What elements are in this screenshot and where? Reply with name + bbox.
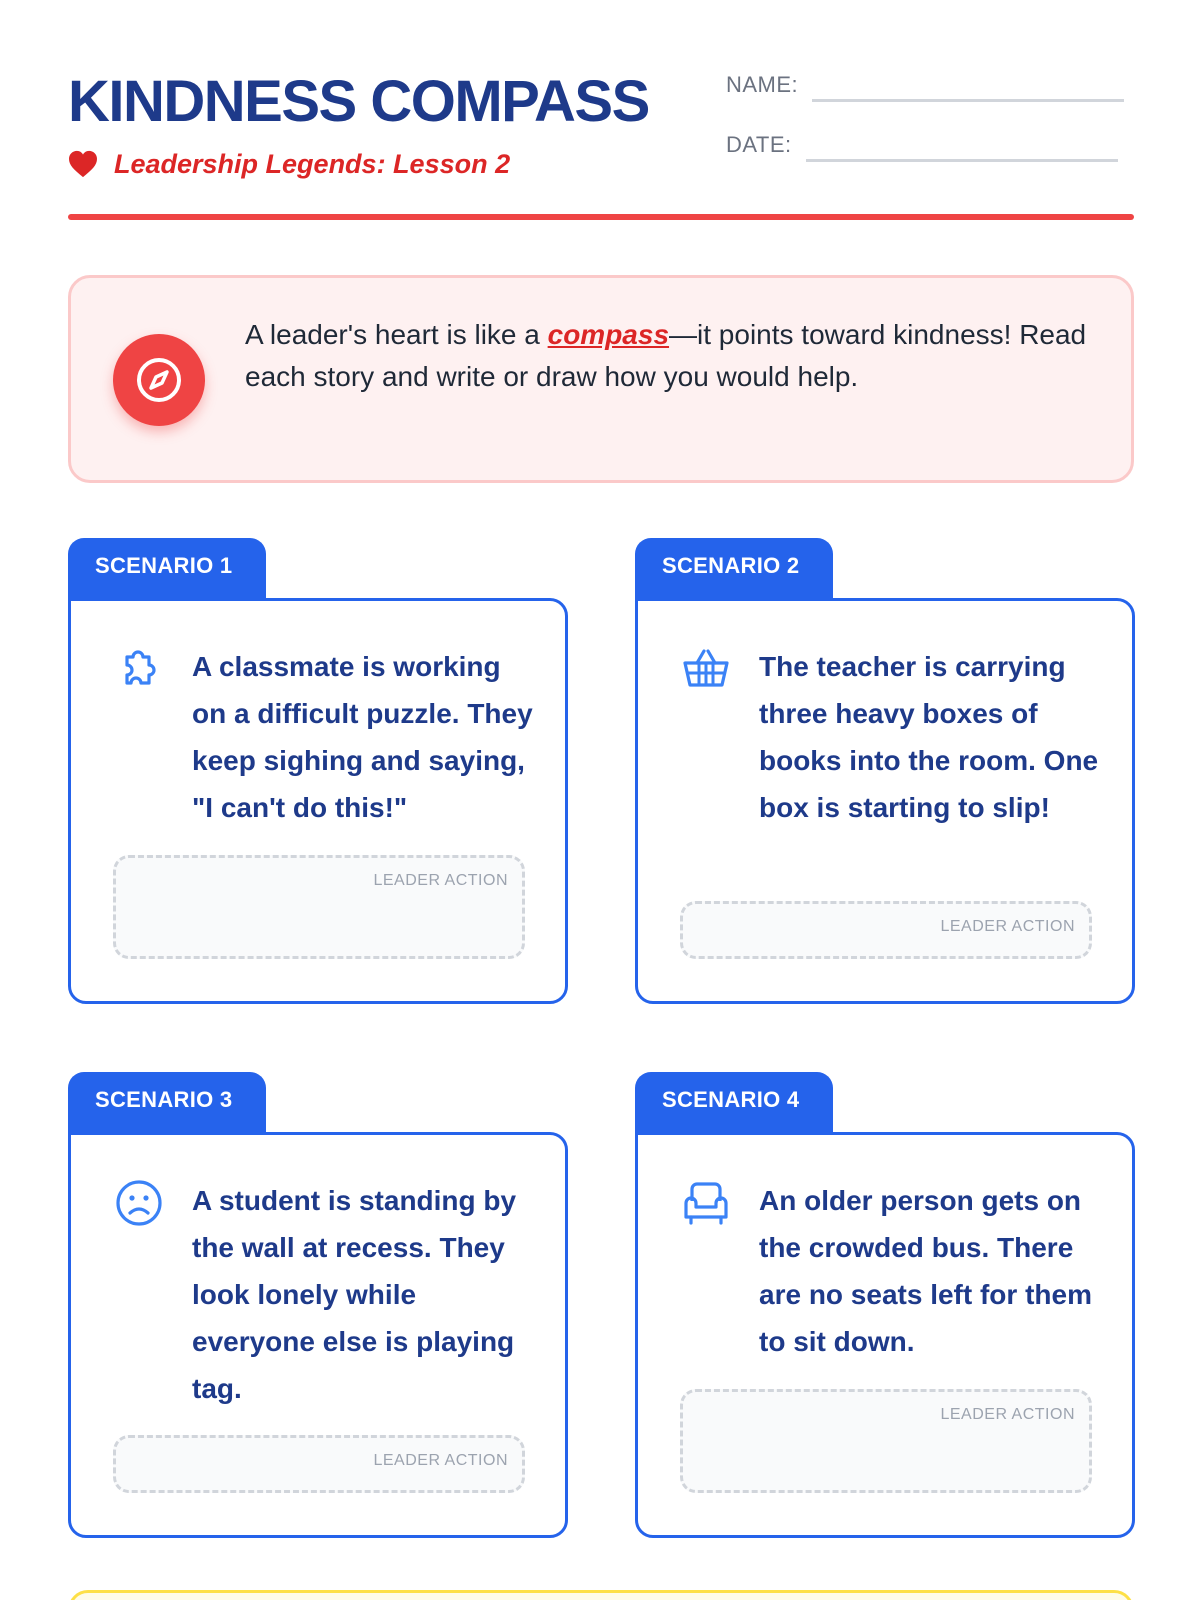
date-label: DATE: xyxy=(726,132,792,157)
date-field xyxy=(726,132,1118,158)
date-input-line[interactable] xyxy=(806,159,1118,162)
seat-icon xyxy=(680,1177,732,1229)
scenario-tab: SCENARIO 1 xyxy=(68,538,266,600)
leader-action-box[interactable] xyxy=(113,1435,525,1493)
scenario-body xyxy=(635,598,1135,1004)
intro-callout xyxy=(68,275,1134,483)
subtitle-row xyxy=(68,146,510,182)
name-input-line[interactable] xyxy=(812,99,1124,102)
scenario-body xyxy=(635,1132,1135,1538)
scenario-text: An older person gets on the crowded bus. There are no seats left for them to sit down. xyxy=(759,1185,1092,1357)
header-divider xyxy=(68,214,1134,220)
scenario-text: The teacher is carrying three heavy boxes of books into the room. One box is starting to slip! xyxy=(759,651,1099,823)
leader-action-label: LEADER ACTION xyxy=(373,1452,508,1469)
leader-action-box[interactable] xyxy=(680,1389,1092,1493)
next-section-box xyxy=(68,1590,1134,1600)
puzzle-icon xyxy=(113,643,165,695)
worksheet-header xyxy=(68,70,1134,222)
compass-icon xyxy=(133,354,185,406)
scenario-text: A student is standing by the wall at recess. They look lonely while everyone else is playing tag. xyxy=(192,1185,517,1404)
page-title: KINDNESS COMPASS xyxy=(68,69,649,134)
scenario-tab: SCENARIO 3 xyxy=(68,1072,266,1134)
sad-face-icon xyxy=(113,1177,165,1229)
scenario-body xyxy=(68,598,568,1004)
name-field xyxy=(726,72,1124,98)
scenario-body xyxy=(68,1132,568,1538)
compass-badge xyxy=(113,334,205,426)
basket-icon xyxy=(680,643,732,695)
lesson-subtitle: Leadership Legends: Lesson 2 xyxy=(114,149,511,179)
leader-action-label: LEADER ACTION xyxy=(940,918,1075,935)
scenario-text: A classmate is working on a difficult puzzle. They keep sighing and saying, "I can't do this!" xyxy=(192,651,533,823)
scenario-tab: SCENARIO 4 xyxy=(635,1072,833,1134)
intro-text: A leader's heart is like a compass—it points toward kindness! Read each story and write or draw how you would help. xyxy=(245,319,1087,392)
leader-action-label: LEADER ACTION xyxy=(373,872,508,889)
intro-keyword: compass xyxy=(547,319,670,350)
heart-icon xyxy=(68,150,98,178)
leader-action-label: LEADER ACTION xyxy=(940,1406,1075,1423)
leader-action-box[interactable] xyxy=(680,901,1092,959)
scenario-tab: SCENARIO 2 xyxy=(635,538,833,600)
name-label: NAME: xyxy=(726,72,799,97)
leader-action-box[interactable] xyxy=(113,855,525,959)
